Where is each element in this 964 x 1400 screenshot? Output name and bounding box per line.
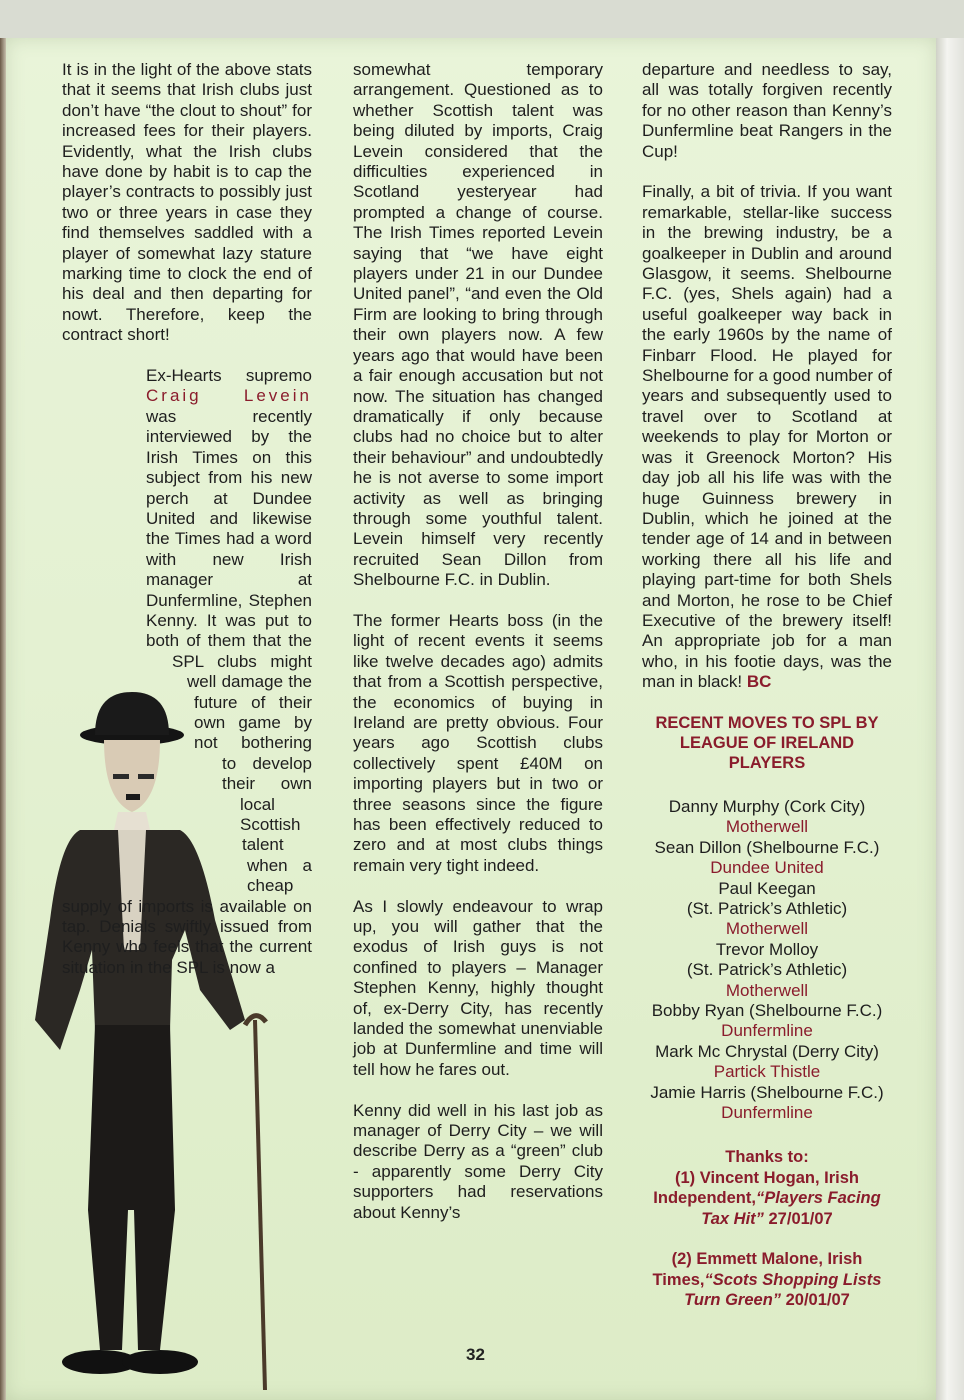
moves-player-line: Paul Keegan [718,878,816,898]
moves-destination-club: Dunfermline [721,1021,813,1041]
moves-player-line: (St. Patrick’s Athletic) [686,960,848,980]
moves-player-line: Jamie Harris (Shelbourne F.C.) [650,1082,884,1102]
page-edge [936,38,964,1400]
column3-paragraph-2 [642,182,892,692]
column2-paragraph-3: As I slowly endeavour to wrap up, you will gather that the exodus of Irish guys is not confined to players – Manager Stephen Kenny, highly thought of, ex-Derry City, has recently landed the somewhat unenviable job at Dunfermline and time will tell how he fares out. [353,896,603,1079]
page-number: 32 [466,1345,485,1364]
moves-player-line: Mark Mc Chrystal (Derry City) [655,1041,879,1061]
column1-paragraph-1: It is in the light of the above stats that it seems that Irish clubs just don’t have “the clout to shout” for increased fees for their players. Evidently, what the Irish clubs have done by habit is to cap the player’s contracts to possibly just two or three years in case they find themselves saddled with a player of somewhat lazy stature marking time to clock the end of his deal and then departing for nowt. Therefore, keep the contract short! [62,60,312,345]
thanks-reference-2 [642,1249,892,1310]
column2-paragraph-2: The former Hearts boss (in the light of recent events it seems like twelve decades ago) admits that from a Scottish perspective, the economics of buying in Ireland are pretty obvious. Four years ago Scottish clubs collectively spent £40M on importing players but in two or three seasons since the figure has been effectively reduced to zero and at most clubs things remain very tight indeed. [353,610,603,875]
article-column-1 [62,60,312,978]
ref2-title: “Scots Shopping Lists Turn Green” [684,1270,882,1309]
ref1-prefix: (1) Vincent Hogan, Irish Independent, [653,1168,859,1208]
ref2-date: 20/01/07 [781,1290,850,1309]
thanks-section [642,1147,892,1310]
column3-paragraph-1: departure and needless to say, all was totally forgiven recently for no other reason than Kenny’s Dunfermline beat Rangers in the Cup! [642,60,892,161]
column2-paragraph-4: Kenny did well in his last job as manager of Derry City – we will describe Derry as a “green” club - apparently some Derry City supporters had reservations about Kenny’s [353,1100,603,1222]
moves-destination-club: Motherwell [725,817,809,837]
recent-moves-title: RECENT MOVES TO SPL BY LEAGUE OF IRELAND PLAYERS [655,713,879,772]
column2-paragraph-1: somewhat temporary arrangement. Questioned as to whether Scottish talent was being diluted by imports, Craig Levein considered that the difficulties experienced in Scotland yesteryear had prompted a change of course. The Irish Times reported Levein saying that “we have eight players under 21 in our Dundee United panel”, “and even the Old Firm are looking to bring through their own players now. A few years ago that would have been a fair enough accusation but not now. The situation has changed dramatically if only because clubs had no choice but to alter their behaviour” and undoubtedly he is not averse to some import activity as well as bringing through some youthful talent. Levein himself very recently recruited Sean Dillon from Shelbourne F.C. in Dublin. [353,60,603,590]
highlighted-name-craig-levein: Craig Levein [146,386,312,406]
moves-player-line: (St. Patrick’s Athletic) [686,899,848,918]
recent-moves-list [642,797,892,1124]
column1-p2-start: Ex-Hearts supremo [146,366,312,386]
article-column-2 [353,60,603,1244]
moves-destination-club: Motherwell [725,919,809,939]
thanks-reference-1 [642,1168,892,1229]
author-initials: BC [746,672,772,692]
ref2-prefix: (2) Emmett Malone, Irish Times, [652,1250,863,1289]
ref1-date: 27/01/07 [763,1209,833,1228]
thanks-heading: Thanks to: [725,1148,809,1167]
moves-player-line: Sean Dillon (Shelbourne F.C.) [654,837,880,857]
moves-player-line: Bobby Ryan (Shelbourne F.C.) [651,1001,883,1021]
moves-destination-club: Dundee United [710,858,824,878]
moves-destination-club: Partick Thistle [713,1062,821,1082]
column1-p2-rest: was recently interviewed by the Irish Times on this subject from his new perch at Dundee United and likewise the Times had a word with new Irish manager at Dunfermline, Stephen Kenny. It was put to both of them that the SPL clubs might well damage the future of their own game by not bothering to develop their own local Scottish talent when a cheap supply of imports is available on tap. Denials swiftly issued from Kenny who feels that the current situation in the SPL is now a [62,406,312,977]
ref1-title: “Players Facing Tax Hit” [701,1189,881,1228]
walking-cane [255,1020,265,1390]
moves-player-line: Trevor Molloy [715,939,819,959]
moves-destination-club: Dunfermline [721,1103,813,1123]
column3-p2-text: Finally, a bit of trivia. If you want remarkable, stellar-like success in the brewing industry, be a goalkeeper in Dublin and around Glasgow, it seems. Shelbourne F.C. (yes, Shels again) had a useful goalkeeper way back in the early 1960s by the name of Finbarr Flood. He played for Shelbourne for a good number of years and subsequently used to travel over to Scotland at weekends to play for Morton or was it Greenock Morton? His day job all his life was with the huge Guinness brewery in Dublin, which he joined at the tender age of 14 and in between working there all his life and playing part-time for both Shels and Morton, he rose to be Chief Executive of the brewery itself! An appropriate job for a man who, in his footie days, was the man in black! [642,182,892,692]
article-column-3 [642,60,892,1310]
moves-player-line: Danny Murphy (Cork City) [668,796,866,816]
column1-paragraph-2-wrap [62,366,312,978]
figure-right-shoe [122,1350,198,1374]
moves-destination-club: Motherwell [725,980,809,1000]
figure-trousers [88,1025,175,1350]
